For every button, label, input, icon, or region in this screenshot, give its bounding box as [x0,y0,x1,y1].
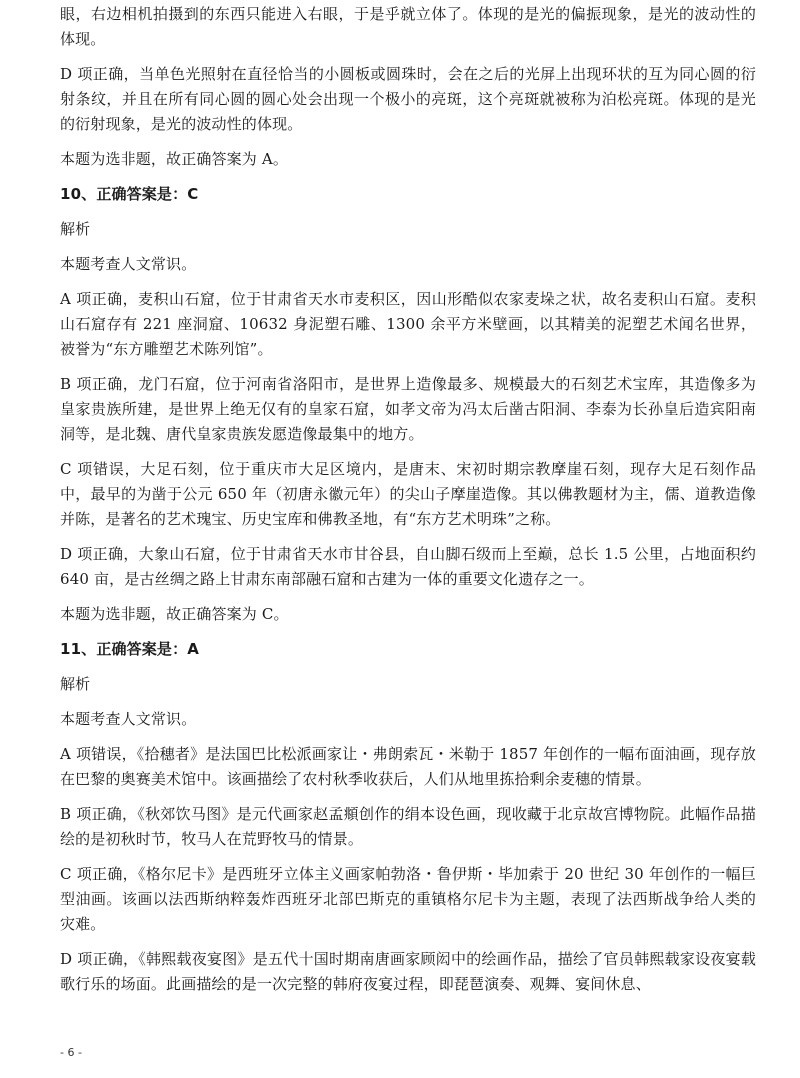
answer-heading: 11、正确答案是：A [60,640,199,658]
body-paragraph: B 项正确，《秋郊饮马图》是元代画家赵孟頫创作的绢本设色画，现收藏于北京故宫博物院。此幅作品描绘的是初秋时节，牧马人在荒野牧马的情景。 [60,805,756,848]
body-paragraph: B 项正确，龙门石窟，位于河南省洛阳市，是世界上造像最多、规模最大的石刻艺术宝库，其造像多为皇家贵族所建，是世界上绝无仅有的皇家石窟，如孝文帝为冯太后凿古阳洞、李泰为长孙皇后造宾阳南洞等，是北魏、唐代皇家贵族发愿造像最集中的地方。 [60,375,756,443]
body-paragraph: C 项错误，大足石刻，位于重庆市大足区境内，是唐末、宋初时期宗教摩崖石刻，现存大足石刻作品中，最早的为凿于公元 650 年（初唐永徽元年）的尖山子摩崖造像。其以佛教题材为主，儒、道教造像并陈，是著名的艺术瑰宝、历史宝库和佛教圣地，有“东方艺术明珠”之称。 [60,460,756,528]
body-paragraph: 本题为选非题，故正确答案为 A。 [60,150,289,168]
body-paragraph: 本题考查人文常识。 [60,255,197,273]
body-paragraph: D 项正确，大象山石窟，位于甘肃省天水市甘谷县，自山脚石级而上至巅，总长 1.5 公里，占地面积约 640 亩，是古丝绸之路上甘肃东南部融石窟和古建为一体的重要文化遗存之一。 [60,545,756,588]
body-paragraph: 本题为选非题，故正确答案为 C。 [60,605,289,623]
analysis-label: 解析 [60,220,91,238]
body-paragraph: A 项正确，麦积山石窟，位于甘肃省天水市麦积区，因山形酷似农家麦垛之状，故名麦积山石窟。麦积山石窟存有 221 座洞窟、10632 身泥塑石雕、1300 余平方米壁画，以其精美的泥塑艺术闻名世界，被誉为“东方雕塑艺术陈列馆”。 [60,290,756,358]
answer-heading: 10、正确答案是：C [60,185,199,203]
body-paragraph: 眼，右边相机拍摄到的东西只能进入右眼，于是乎就立体了。体现的是光的偏振现象，是光的波动性的体现。 [60,5,756,48]
body-paragraph: D 项正确，当单色光照射在直径恰当的小圆板或圆珠时，会在之后的光屏上出现环状的互为同心圆的衍射条纹，并且在所有同心圆的圆心处会出现一个极小的亮斑，这个亮斑就被称为泊松亮斑。体现的是光的衍射现象，是光的波动性的体现。 [60,65,756,133]
body-paragraph: 本题考查人文常识。 [60,710,197,728]
body-paragraph: D 项正确，《韩熙载夜宴图》是五代十国时期南唐画家顾闳中的绘画作品，描绘了官员韩熙载家设夜宴载歌行乐的场面。此画描绘的是一次完整的韩府夜宴过程，即琵琶演奏、观舞、宴间休息、 [60,950,756,993]
page-number: - 6 - [60,1046,82,1059]
analysis-label: 解析 [60,675,91,693]
body-paragraph: C 项正确，《格尔尼卡》是西班牙立体主义画家帕勃洛・鲁伊斯・毕加索于 20 世纪 30 年创作的一幅巨型油画。该画以法西斯纳粹轰炸西班牙北部巴斯克的重镇格尔尼卡为主题，表现了法西斯战争给人类的灾难。 [60,865,756,933]
body-paragraph: A 项错误，《拾穗者》是法国巴比松派画家让・弗朗索瓦・米勒于 1857 年创作的一幅布面油画，现存放在巴黎的奥赛美术馆中。该画描绘了农村秋季收获后，人们从地里拣拾剩余麦穗的情景。 [60,745,756,788]
